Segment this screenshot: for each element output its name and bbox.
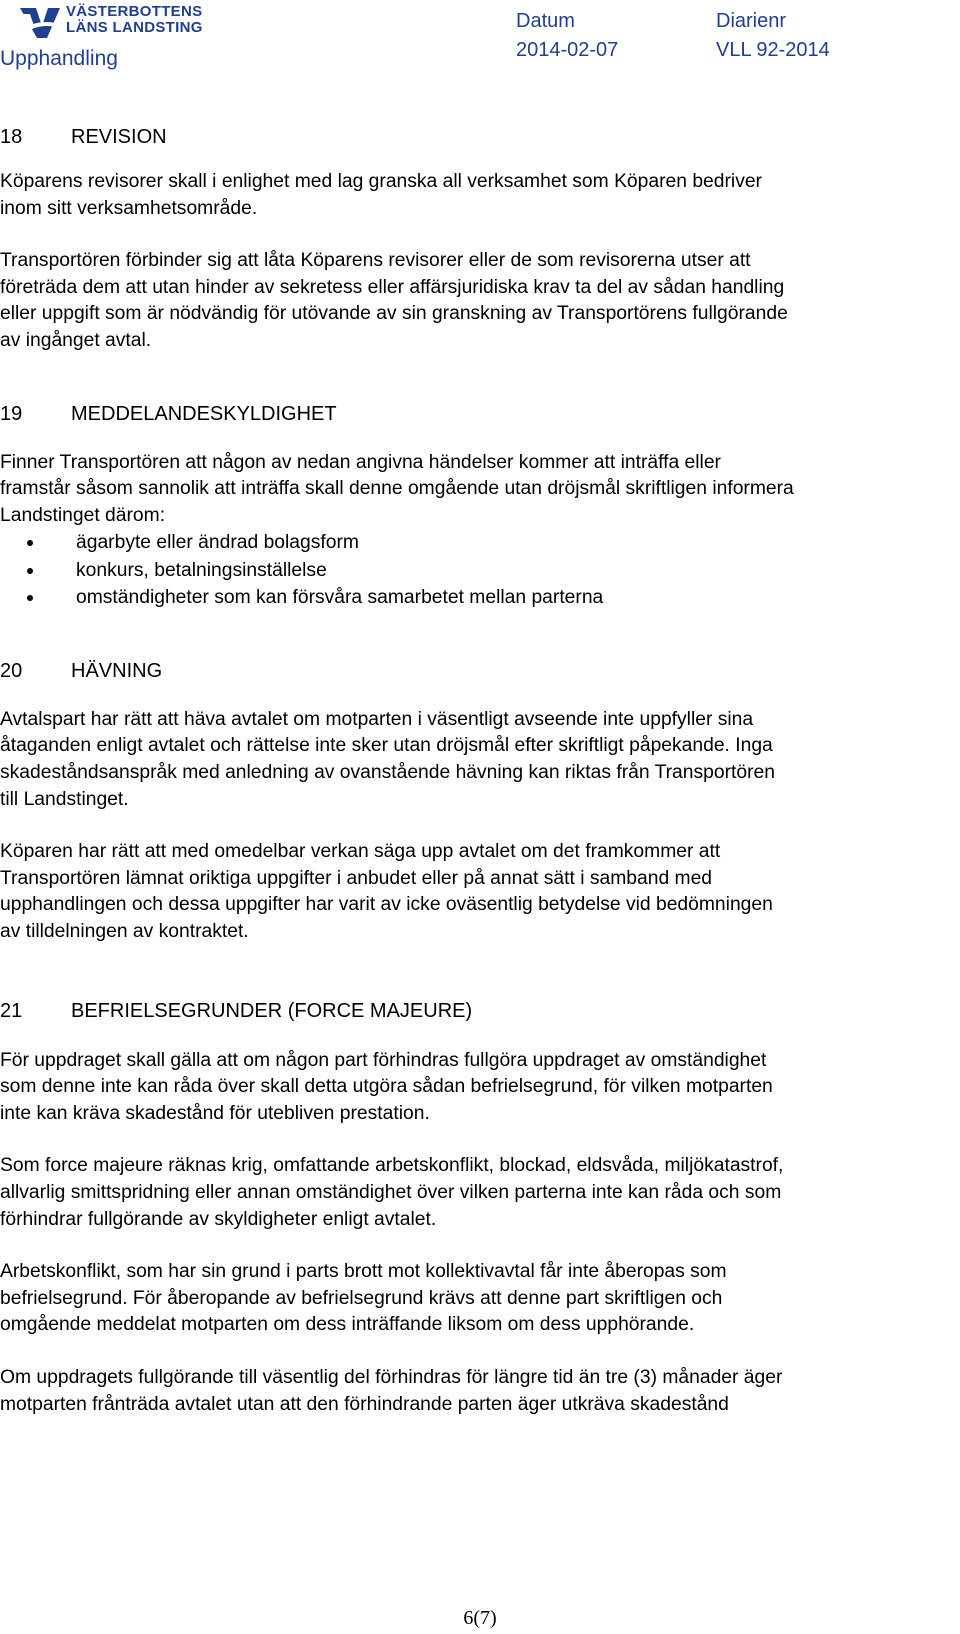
paragraph-line: som denne inte kan råda över skall detta utgöra sådan befrielsegrund, för vilken motparten	[0, 1076, 773, 1098]
paragraph-line: skadeståndsanspråk med anledning av ovanstående hävning kan riktas från Transportören	[0, 762, 775, 784]
paragraph-line: Transportören lämnat oriktiga uppgifter i anbudet eller på annat sätt i samband med	[0, 867, 713, 889]
date-label: Datum	[516, 10, 575, 32]
paragraph-line: av ingånget avtal.	[0, 329, 152, 351]
paragraph	[0, 1153, 960, 1233]
organization-name-line2: LÄNS LANDSTING	[66, 19, 203, 36]
paragraph-line: För uppdraget skall gälla att om någon part förhindras fullgöra uppdraget av omständighet	[0, 1049, 767, 1071]
paragraph	[0, 1365, 960, 1418]
section-title: HÄVNING	[71, 659, 163, 682]
paragraph	[0, 1259, 960, 1339]
paragraph-line: inom sitt verksamhetsområde.	[0, 197, 258, 219]
paragraph	[0, 707, 960, 813]
document-body	[0, 124, 960, 1418]
paragraph-line: Landstinget därom:	[0, 504, 166, 526]
paragraph-line: av tilldelningen av kontraktet.	[0, 921, 249, 942]
paragraph	[0, 839, 960, 945]
paragraph-line: Finner Transportören att någon av nedan angivna händelser kommer att inträffa eller	[0, 451, 721, 473]
section-title: REVISION	[71, 126, 167, 148]
paragraph-line: eller uppgift som är nödvändig för utövande av sin granskning av Transportörens fullgörande	[0, 303, 788, 325]
bullet-list	[0, 529, 960, 612]
page-number: 6(7)	[463, 1607, 497, 1629]
organization-name	[66, 4, 203, 36]
paragraph-line: företräda dem att utan hinder av sekretess eller affärsjuridiska krav ta del av sådan handling	[0, 276, 785, 298]
organization-name-line1: VÄSTERBOTTENS	[66, 3, 203, 20]
paragraph-line: befrielsegrund. För åberopande av befrielsegrund krävs att denne part skriftligen och	[0, 1287, 723, 1309]
section-heading-19	[0, 401, 960, 427]
paragraph-line: Köparens revisorer skall i enlighet med lag granska all verksamhet som Köparen bedriver	[0, 171, 762, 192]
list-item: omständigheter som kan försvåra samarbetet mellan parterna	[0, 584, 960, 612]
paragraph	[0, 248, 960, 354]
paragraph-line: Arbetskonflikt, som har sin grund i parts brott mot kollektivavtal får inte åberopas som	[0, 1261, 727, 1283]
paragraph-line: inte kan kräva skadestånd för utebliven prestation.	[0, 1102, 430, 1124]
list-item: ägarbyte eller ändrad bolagsform	[0, 529, 960, 557]
landsting-logo-icon	[20, 6, 60, 38]
paragraph-line: upphandlingen och dessa uppgifter har varit av icke oväsentlig betydelse vid bedömningen	[0, 894, 773, 916]
section-title: BEFRIELSEGRUNDER (FORCE MAJEURE)	[71, 999, 473, 1022]
section-heading-20	[0, 658, 960, 684]
paragraph	[0, 450, 960, 530]
reference-label: Diarienr	[716, 10, 787, 32]
paragraph-line: åtaganden enligt avtalet och rättelse inte sker utan dröjsmål efter skriftligt påpekande. Inga	[0, 735, 773, 757]
paragraph	[0, 169, 960, 222]
list-item: konkurs, betalningsinställelse	[0, 557, 960, 585]
document-header	[0, 0, 960, 80]
section-number: 18	[0, 126, 23, 148]
section-number: 20	[0, 659, 23, 682]
organization-logo	[20, 4, 230, 40]
department-label: Upphandling	[0, 47, 118, 70]
paragraph-line: motparten frånträda avtalet utan att den förhindrande parten äger utkräva skadestånd	[0, 1393, 729, 1415]
paragraph-line: förhindrar fullgörande av skyldigheter enligt avtalet.	[0, 1208, 437, 1230]
paragraph-line: Som force majeure räknas krig, omfattande arbetskonflikt, blockad, eldsvåda, miljökatastrof,	[0, 1155, 784, 1177]
section-number: 19	[0, 402, 23, 425]
paragraph-line: Transportören förbinder sig att låta Köparens revisorer eller de som revisorerna utser att	[0, 250, 751, 272]
paragraph-line: Avtalspart har rätt att häva avtalet om motparten i väsentligt avseende inte uppfyller sina	[0, 708, 754, 730]
date-value: 2014-02-07	[516, 39, 619, 61]
section-heading-21	[0, 998, 960, 1024]
paragraph-line: Om uppdragets fullgörande till väsentlig del förhindras för längre tid än tre (3) månader äger	[0, 1366, 783, 1388]
paragraph-line: framstår såsom sannolik att inträffa skall denne omgående utan dröjsmål skriftligen informera	[0, 478, 794, 500]
section-heading-18	[0, 124, 960, 150]
reference-value: VLL 92-2014	[716, 39, 830, 61]
section-title: MEDDELANDESKYLDIGHET	[71, 402, 337, 425]
paragraph-line: Köparen har rätt att med omedelbar verkan säga upp avtalet om det framkommer att	[0, 841, 721, 863]
paragraph-line: omgående meddelat motparten om dess inträffande liksom om dess upphörande.	[0, 1314, 695, 1336]
paragraph	[0, 1048, 960, 1128]
section-number: 21	[0, 999, 23, 1022]
paragraph-line: allvarlig smittspridning eller annan omständighet över vilken parterna inte kan råda och som	[0, 1181, 782, 1203]
paragraph-line: till Landstinget.	[0, 788, 129, 810]
